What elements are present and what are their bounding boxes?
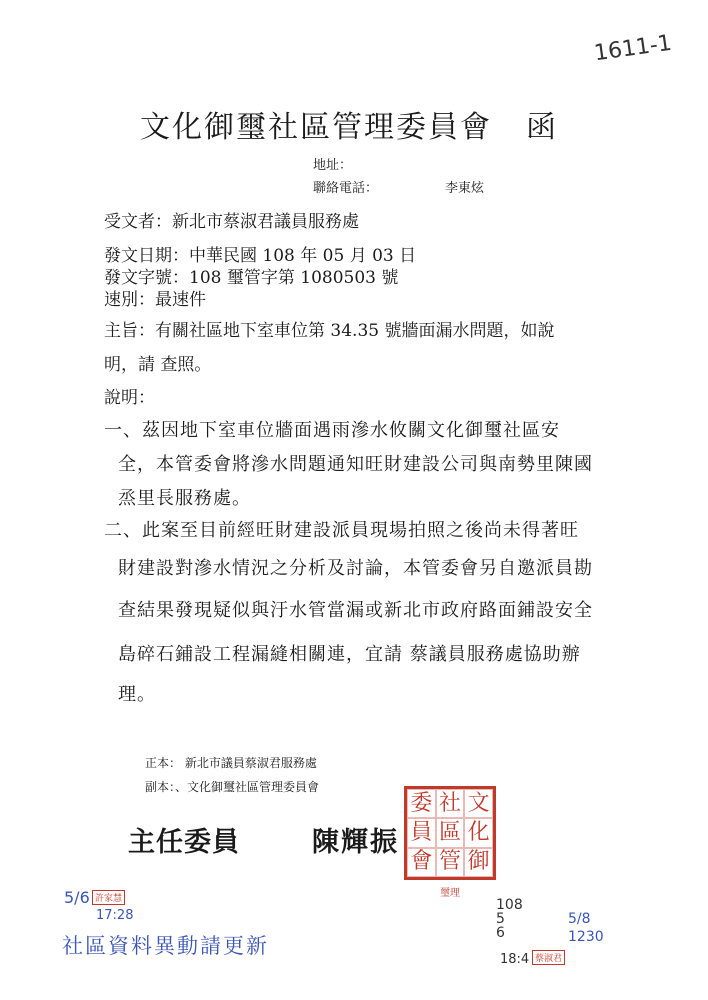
number-field: 發文字號：108 璽管字第 1080503 號 bbox=[104, 268, 399, 288]
phone-label: 聯絡電話： bbox=[313, 181, 379, 196]
explanation-line: 財建設對滲水情況之分析及討論，本管委會另自邀派員勘 bbox=[118, 558, 593, 579]
seal-char: 社 bbox=[436, 789, 465, 818]
seal-char: 化 bbox=[464, 818, 493, 847]
explanation-line: 烝里長服務處。 bbox=[118, 488, 251, 509]
left-received-stamp: 許家慧 bbox=[92, 890, 125, 905]
update-note: 社區資料異動請更新 bbox=[62, 934, 269, 958]
right-handwritten-code: 5/8 1230 bbox=[568, 911, 604, 945]
seal-char: 員 bbox=[407, 818, 436, 847]
seal-char: 御 bbox=[464, 848, 493, 877]
doc-type: 函 bbox=[526, 110, 558, 145]
date-field: 發文日期：中華民國 108 年 05 月 03 日 bbox=[104, 246, 417, 266]
explanation-line: 查結果發現疑似與汙水管當漏或新北市政府路面鋪設安全 bbox=[118, 600, 593, 621]
right-handwritten-time: 18:4 bbox=[500, 952, 530, 967]
right-handwritten-date: 108 5 6 bbox=[496, 897, 523, 941]
corner-handwritten-note: 1611-1 bbox=[592, 30, 674, 67]
left-handwritten-time: 17:28 bbox=[96, 908, 134, 923]
speed-field: 速別：最速件 bbox=[104, 290, 206, 310]
seal-char: 管 bbox=[436, 848, 465, 877]
seal-char: 文 bbox=[464, 789, 493, 818]
right-received-stamp: 蔡淑君 bbox=[532, 950, 565, 965]
explanation-heading: 說明： bbox=[104, 388, 155, 408]
left-handwritten-date: 5/6 bbox=[64, 888, 90, 907]
explanation-line: 島碎石鋪設工程漏縫相關連，宜請 蔡議員服務處協助辦 bbox=[118, 644, 581, 665]
explanation-line: 一、茲因地下室車位牆面遇雨滲水攸關文化御璽社區安 bbox=[104, 420, 560, 441]
seal-char: 區 bbox=[436, 818, 465, 847]
explanation-line: 全，本管委會將滲水問題通知旺財建設公司與南勢里陳國 bbox=[118, 454, 593, 475]
signature-role: 主任委員 bbox=[128, 827, 240, 858]
recipient-field: 受文者：新北市蔡淑君議員服務處 bbox=[104, 212, 359, 232]
explanation-line: 理。 bbox=[118, 684, 156, 705]
contact-person: 李東炫 bbox=[445, 181, 485, 196]
document-title bbox=[140, 102, 558, 146]
original-recipient: 正本： 新北市議員蔡淑君服務處 bbox=[145, 756, 317, 770]
seal-char: 會 bbox=[407, 848, 436, 877]
subject-line-1: 主旨：有關社區地下室車位第 34.35 號牆面漏水問題，如說 bbox=[104, 321, 555, 341]
signature-name: 陳輝振 bbox=[312, 827, 399, 858]
seal-char: 理 bbox=[450, 888, 460, 899]
seal-char: 璽 bbox=[440, 888, 450, 899]
copy-recipient: 副本：、文化御璽社區管理委員會 bbox=[145, 780, 320, 794]
subject-line-2: 明，請 查照。 bbox=[104, 355, 212, 375]
seal-char: 委 bbox=[407, 789, 436, 818]
address-label: 地址： bbox=[313, 158, 353, 173]
explanation-line: 二、此案至目前經旺財建設派員現場拍照之後尚未得著旺 bbox=[104, 520, 579, 541]
org-name: 文化御璽社區管理委員會 bbox=[140, 110, 492, 145]
seal-extra-chars bbox=[440, 884, 460, 899]
organization-seal bbox=[404, 786, 496, 880]
